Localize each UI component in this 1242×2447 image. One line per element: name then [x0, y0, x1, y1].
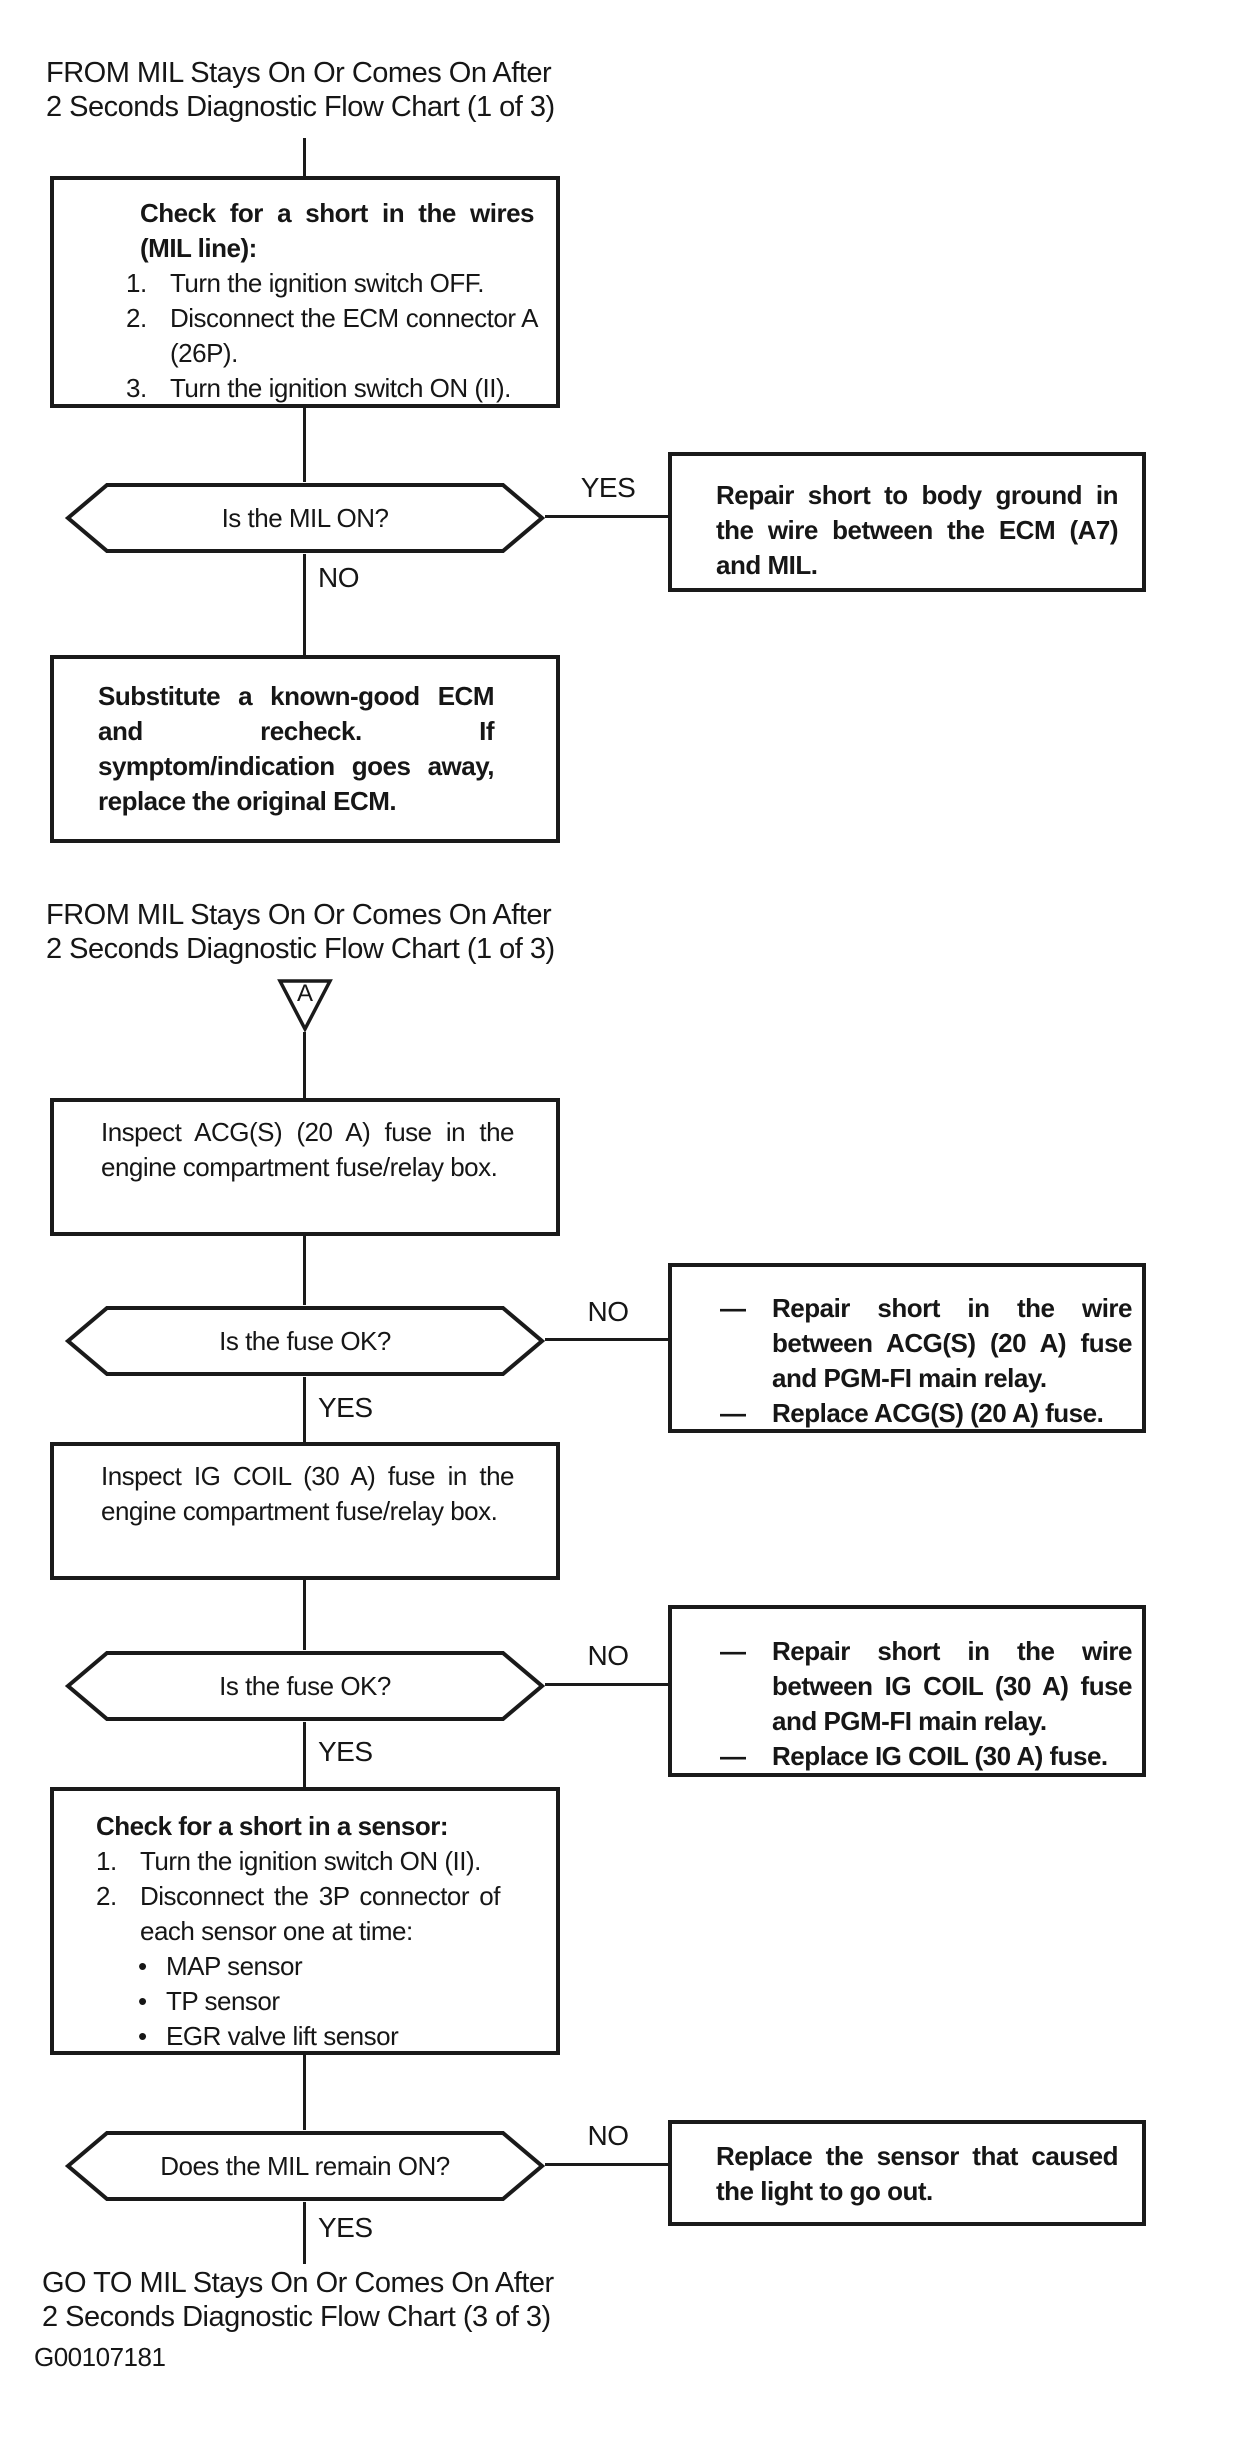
section1-header-line2: 2 Seconds Diagnostic Flow Chart (1 of 3): [46, 91, 555, 123]
connector-box4-to-decision3: [303, 1580, 306, 1650]
connector-triangle-to-box3: [303, 1032, 306, 1098]
connector-box5-to-decision4: [303, 2055, 306, 2130]
goto-footer-line2: 2 Seconds Diagnostic Flow Chart (3 of 3): [42, 2301, 551, 2333]
section2-header: [46, 898, 555, 966]
check-sensor-title: Check for a short in a sensor:: [96, 1811, 448, 1841]
bullet-text: EGR valve lift sensor: [166, 2021, 399, 2051]
step-number: 2.: [96, 1881, 117, 1911]
decision-is-mil-on-label: Is the MIL ON?: [221, 502, 389, 533]
branch-label-yes3: YES: [318, 1736, 373, 1767]
check-mil-wires-step2: [126, 301, 538, 371]
process-check-mil-wires: [50, 176, 560, 408]
connector-no2: [545, 1338, 668, 1341]
sensor-bullet-egr: [138, 2019, 538, 2054]
process-substitute-ecm: [50, 655, 560, 843]
section2-header-line1: FROM MIL Stays On Or Comes On After: [46, 899, 552, 931]
connector-yes1: [545, 515, 668, 518]
process-inspect-ig-fuse: [50, 1442, 560, 1580]
step-number: 1.: [96, 1846, 117, 1876]
bullet-marker: •: [138, 1951, 147, 1981]
connector-decision4-to-goto: [303, 2202, 306, 2264]
bullet-text: TP sensor: [166, 1986, 280, 2016]
branch-label-no2: NO: [587, 1296, 629, 1327]
dash-marker: —: [720, 1636, 746, 1666]
connector-a-triangle: [277, 977, 333, 1033]
repair-ig-item1-text: Repair short in the wire between IG COIL (30 A) fuse and PGM-FI main relay.: [772, 1636, 1132, 1736]
branch-label-no1: NO: [318, 562, 359, 593]
result-replace-sensor: [668, 2120, 1146, 2226]
connector-box3-to-decision2: [303, 1236, 306, 1305]
dash-marker: —: [720, 1293, 746, 1323]
connector-a-label: A: [296, 980, 313, 1007]
repair-acg-item2-text: Replace ACG(S) (20 A) fuse.: [772, 1398, 1104, 1428]
decision-does-mil-remain-on-label: Does the MIL remain ON?: [160, 2150, 450, 2181]
step-text: Disconnect the 3P connector of each sensor one at time:: [140, 1881, 500, 1946]
replace-sensor-text: Replace the sensor that caused the light to go out.: [716, 2141, 1118, 2206]
bullet-marker: •: [138, 2021, 147, 2051]
check-sensor-step2: [96, 1879, 538, 1949]
process-check-sensor-short: [50, 1787, 560, 2055]
repair-acg-item1: [720, 1291, 1132, 1396]
inspect-ig-fuse-text: Inspect IG COIL (30 A) fuse in the engine compartment fuse/relay box.: [101, 1461, 514, 1526]
repair-ig-item1: [720, 1634, 1132, 1739]
connector-decision3-to-box5: [303, 1722, 306, 1787]
repair-ig-item2-text: Replace IG COIL (30 A) fuse.: [772, 1741, 1108, 1771]
result-repair-acg: [668, 1263, 1146, 1433]
result-repair-mil-short: [668, 452, 1146, 592]
check-mil-wires-title: Check for a short in the wires (MIL line):: [140, 198, 534, 263]
step-number: 3.: [126, 373, 147, 403]
sensor-bullet-map: [138, 1949, 538, 1984]
figure-id: G00107181: [34, 2342, 166, 2372]
result-repair-ig: [668, 1605, 1146, 1777]
repair-mil-short-text: Repair short to body ground in the wire between the ECM (A7) and MIL.: [716, 480, 1118, 580]
section1-header: [46, 56, 555, 124]
step-text: Disconnect the ECM connector A (26P).: [170, 303, 538, 368]
connector-no3: [545, 1683, 668, 1686]
branch-label-no3: NO: [587, 1640, 629, 1671]
step-number: 2.: [126, 303, 147, 333]
sensor-bullet-tp: [138, 1984, 538, 2019]
bullet-text: MAP sensor: [166, 1951, 303, 1981]
section1-header-line1: FROM MIL Stays On Or Comes On After: [46, 57, 552, 89]
bullet-marker: •: [138, 1986, 147, 2016]
connector-no4: [545, 2163, 668, 2166]
decision-is-fuse-ok-1: [65, 1305, 545, 1377]
goto-footer-line1: GO TO MIL Stays On Or Comes On After: [42, 2267, 554, 2299]
goto-footer: [42, 2266, 554, 2334]
dash-marker: —: [720, 1398, 746, 1428]
branch-label-no4: NO: [587, 2120, 629, 2151]
process-inspect-acg-fuse: [50, 1098, 560, 1236]
connector-decision2-to-box4: [303, 1377, 306, 1442]
branch-label-yes4: YES: [318, 2212, 373, 2243]
repair-acg-item1-text: Repair short in the wire between ACG(S) (20 A) fuse and PGM-FI main relay.: [772, 1293, 1132, 1393]
connector-box1-to-decision1: [303, 408, 306, 482]
decision-is-mil-on: [65, 482, 545, 554]
branch-label-yes1: YES: [580, 472, 636, 503]
substitute-ecm-text: Substitute a known-good ECM and recheck. If symptom/indication goes away, replace the original ECM.: [98, 681, 494, 816]
check-mil-wires-step1: [126, 266, 538, 301]
connector-header1-to-box1: [303, 138, 306, 176]
inspect-acg-fuse-text: Inspect ACG(S) (20 A) fuse in the engine compartment fuse/relay box.: [101, 1117, 514, 1182]
decision-is-fuse-ok-2: [65, 1650, 545, 1722]
step-number: 1.: [126, 268, 147, 298]
step-text: Turn the ignition switch ON (II).: [170, 373, 511, 403]
connector-decision1-to-box2: [303, 554, 306, 655]
section2-header-line2: 2 Seconds Diagnostic Flow Chart (1 of 3): [46, 933, 555, 965]
check-sensor-step1: [96, 1844, 538, 1879]
dash-marker: —: [720, 1741, 746, 1771]
check-mil-wires-step3: [126, 371, 538, 406]
branch-label-yes2: YES: [318, 1392, 373, 1423]
decision-is-fuse-ok-1-label: Is the fuse OK?: [219, 1325, 391, 1356]
step-text: Turn the ignition switch ON (II).: [140, 1846, 481, 1876]
step-text: Turn the ignition switch OFF.: [170, 268, 484, 298]
decision-does-mil-remain-on: [65, 2130, 545, 2202]
repair-ig-item2: [720, 1739, 1132, 1774]
decision-is-fuse-ok-2-label: Is the fuse OK?: [219, 1670, 391, 1701]
repair-acg-item2: [720, 1396, 1132, 1431]
